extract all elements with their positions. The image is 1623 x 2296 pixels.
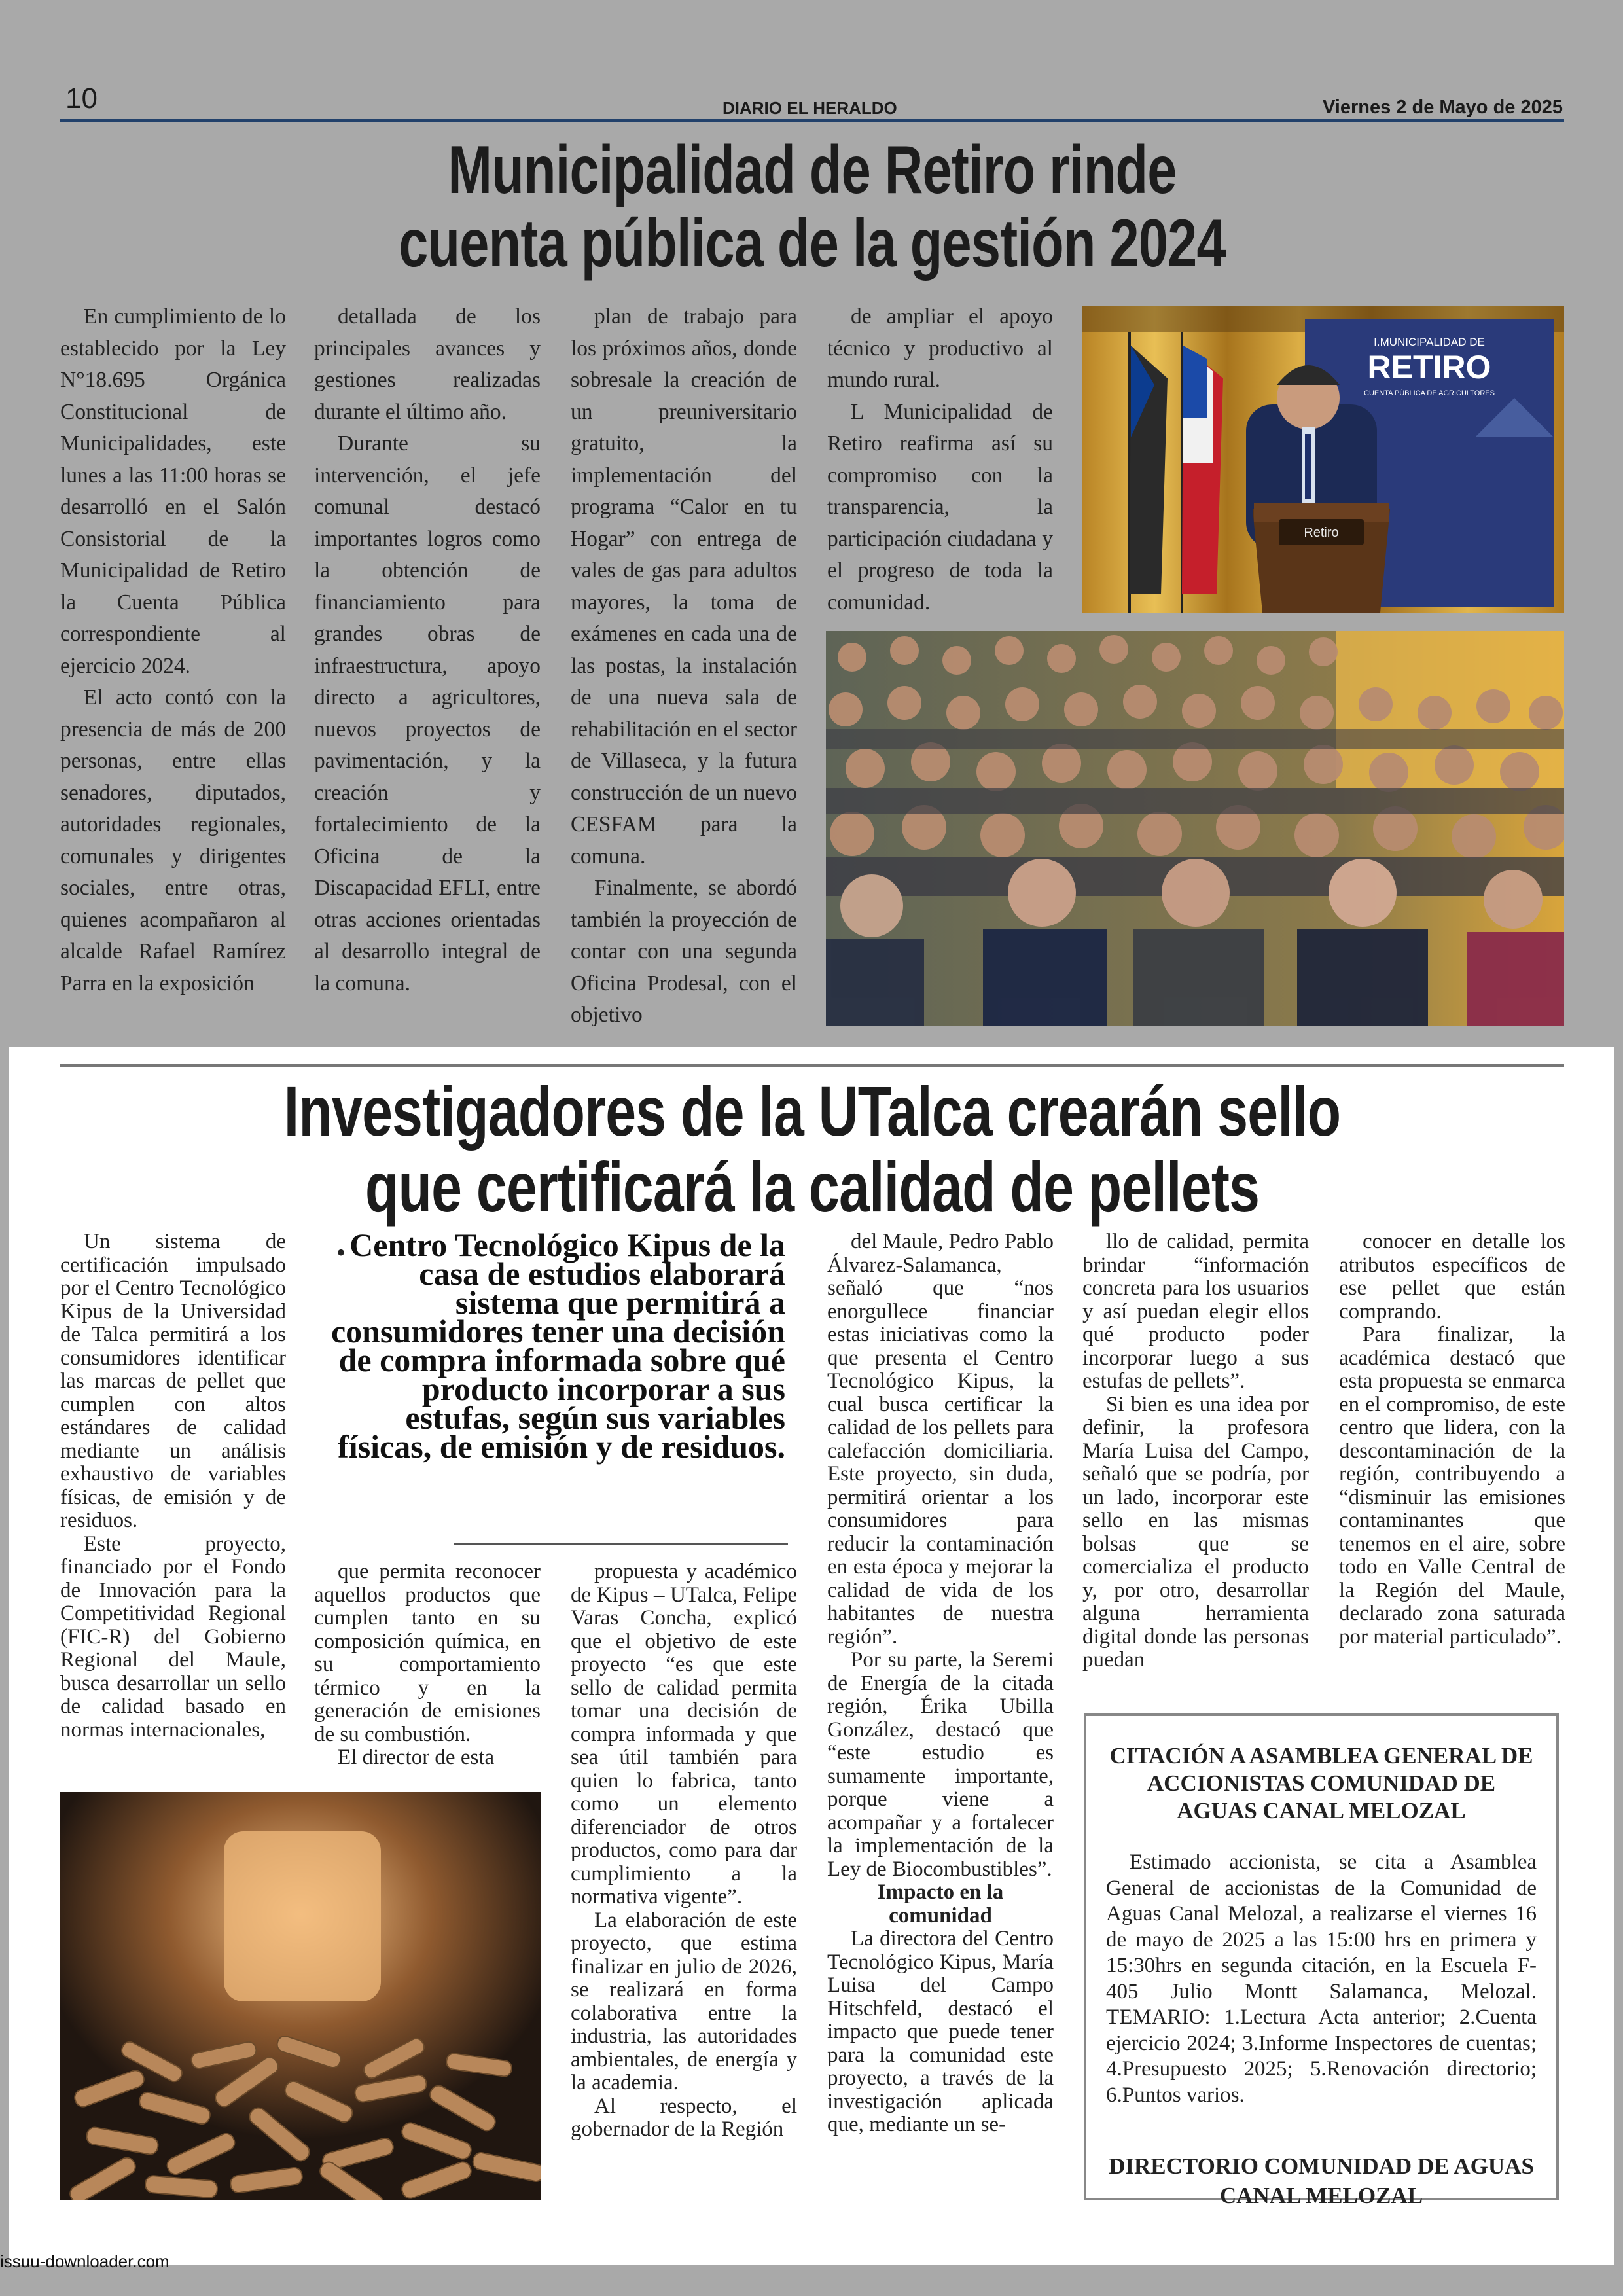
paragraph: Este proyecto, financiado por el Fondo de Innovación para la Competitividad Regional (FIC-R) del Gobierno Regional del Maule, busca desarrollar un sello de calidad basado en normas internacionales, [60, 1532, 286, 1742]
assembly-notice-box [1084, 1713, 1559, 2208]
audience-illustration [826, 631, 1564, 1026]
banner-big-text: RETIRO [1367, 349, 1491, 386]
paragraph: conocer en detalle los atributos específicos de ese pellet que están comprando. [1339, 1230, 1565, 1323]
notice-title: CITACIÓN A ASAMBLEA GENERAL DE ACCIONISTAS COMUNIDAD DE AGUAS CANAL MELOZAL [1109, 1743, 1533, 1823]
paragraph: El acto contó con la presencia de más de 200 personas, entre ellas senadores, diputados, autoridades regionales, comunales y dirigentes sociales, entre otras, quienes acompañaron al alcalde Rafael Ramírez Parra en la exposición [60, 685, 286, 996]
article1-column-3 [571, 301, 797, 1028]
article1-headline-line1: Municipalidad de Retiro rinde [448, 132, 1177, 208]
paragraph: Por su parte, la Seremi de Energía de la citada región, Érika Ubilla González, destacó que “este estudio es sumamente importante, porque viene a acompañar y a fortalecer la implementación de la Ley de Biocombustibles”. [827, 1648, 1054, 1881]
pellets-illustration [60, 1792, 541, 2200]
paragraph: llo de calidad, permita brindar “información concreta para los usuarios y así puedan elegir ellos qué producto poder incorporar luego a sus estufas de pellets”. [1082, 1230, 1309, 1393]
mayor-speech-photo [1082, 306, 1564, 613]
left-margin-band [0, 1047, 9, 2265]
paragraph: plan de trabajo para los próximos años, donde sobresale la creación de un preuniversitario gratuito, la implementación del programa “Calor en tu Hogar” con entrega de vales de gas para adultos mayores, la toma de exámenes en cada una de las postas, la instalación de una nueva sala de rehabilitación en el sector de Villaseca, y la futura construcción de un nuevo CESFAM para la comuna. [571, 304, 797, 869]
article2-headline-line1: Investigadores de la UTalca crearán sello [283, 1071, 1341, 1151]
paragraph: La directora del Centro Tecnológico Kipus, María Luisa del Campo Hitschfeld, destacó el impacto que puede tener para la comunidad este proyecto, a través de la investigación aplicada que, mediante un se- [827, 1927, 1054, 2136]
paragraph: Para finalizar, la académica destacó que esta propuesta se enmarca en el compromiso, de este centro que lidera, con la descontaminación de la región, contribuyendo a “disminuir las emisiones contaminantes que tenemos en el aire, sobre todo en Valle Central de la Región del Maule, declarado zona saturada por material particulado”. [1339, 1323, 1565, 1649]
issue-date: Viernes 2 de Mayo de 2025 [1322, 97, 1563, 118]
banner-sub-text: CUENTA PÚBLICA DE AGRICULTORES [1364, 389, 1495, 397]
right-margin-band [1614, 1047, 1623, 2265]
podium-label: Retiro [1304, 526, 1339, 540]
article2-column-5 [1082, 1230, 1309, 1689]
article2-headline [226, 1073, 1399, 1225]
bullet-icon: • [336, 1238, 346, 1267]
paragraph: El director de esta [338, 1746, 495, 1769]
article2-column-4 [827, 1230, 1054, 2200]
bottom-margin-band [0, 2265, 1623, 2296]
article1-column-1 [60, 301, 286, 1028]
paragraph: Un sistema de certificación impulsado por el Centro Tecnológico Kipus de la Universidad de Talca permitirá a los consumidores identificar las marcas de pellet que cumplen con altos estándares de calidad mediante un análisis exhaustivo de variables físicas, de emisión y de residuos. [60, 1230, 286, 1532]
article1-column-4 [827, 301, 1053, 622]
article1-column-2 [314, 301, 541, 1028]
paragraph: L Municipalidad de Retiro reafirma así su compromiso con la transparencia, la participación ciudadana y el progreso de toda la comunidad. [827, 399, 1053, 615]
paragraph: Durante su intervención, el jefe comunal destacó importantes logros como la obtención de financiamiento para grandes obras de infraestructura, apoyo directo a agricultores, nuevos proyectos de pavimentación, y la creación y fortalecimiento de la Oficina de la Discapacidad EFLI, entre otras acciones orientadas al desarrollo integral de la comuna. [314, 431, 541, 996]
article1-headline [226, 134, 1399, 280]
section-divider [60, 1064, 1564, 1067]
article2-column-6 [1339, 1230, 1565, 1689]
article2-subhead: Impacto en la comunidad [877, 1880, 1004, 1928]
paragraph: En cumplimiento de lo establecido por la Ley N°18.695 Orgánica Constitucional de Municipalidades, este lunes a las 11:00 horas se desarrolló en el Salón Consistorial de la Municipalidad de Retiro la Cuenta Pública correspondiente al ejercicio 2024. [60, 304, 286, 678]
article2-column-2 [314, 1560, 541, 1776]
article2-column-1 [60, 1230, 286, 1775]
notice-signature: DIRECTORIO COMUNIDAD DE AGUAS CANAL MELOZAL [1109, 2153, 1534, 2208]
newspaper-name: DIARIO EL HERALDO [722, 98, 897, 118]
paragraph: La elaboración de este proyecto, que estima finalizar en julio de 2026, se realizará en forma colaborativa entre la industria, las autoridades ambientales, de energía y la academia. [571, 1908, 797, 2094]
paragraph: que permita reconocer aquellos productos que cumplen tanto en su composición química, en su comportamiento térmico y en la generación de emisiones de su combustión. [314, 1560, 541, 1746]
paragraph: Finalmente, se abordó también la proyección de contar con una segunda Oficina Prodesal, con el objetivo [571, 876, 797, 1027]
paragraph: Si bien es una idea por definir, la profesora María Luisa del Campo, señaló que se podría, por un lado, incorporar este sello en las mismas bolsas que se comercializa el producto y, por otro, desarrollar alguna herramienta digital donde las personas puedan [1082, 1392, 1309, 1672]
page-number: 10 [65, 82, 98, 115]
paragraph: detallada de los principales avances y gestiones realizadas durante el último año. [314, 304, 541, 424]
footer-credit: issuu-downloader.com [0, 2251, 169, 2271]
banner-top-text: I.MUNICIPALIDAD DE [1374, 336, 1485, 348]
paragraph: Al respecto, el gobernador de la Región [571, 2094, 797, 2141]
mayor-speech-illustration [1082, 306, 1564, 613]
article1-headline-line2: cuenta pública de la gestión 2024 [399, 206, 1226, 281]
paragraph: propuesta y académico de Kipus – UTalca, Felipe Varas Concha, explicó que el objetivo de este proyecto “es que este sello de calidad permita tomar una decisión de compra informada y que sea útil también para quien lo fabrica, tanto como un elemento diferenciador de otros productos, como para dar cumplimiento a la normativa vigente”. [571, 1560, 797, 1909]
highlight-rule [454, 1543, 788, 1545]
paragraph: de ampliar el apoyo técnico y productivo al mundo rural. [827, 304, 1053, 392]
article2-headline-line2: que certificará la calidad de pellets [365, 1147, 1260, 1227]
audience-photo [826, 631, 1564, 1026]
article2-column-3 [571, 1560, 797, 2200]
paragraph: del Maule, Pedro Pablo Álvarez-Salamanca, señaló que “nos enorgullece financiar estas iniciativas como la que presenta el Centro Tecnológico Kipus, la cual busca certificar la calidad de los pellets para calefacción domiciliaria. Este proyecto, sin duda, permitirá orientar a los consumidores para reducir la contaminación en esta época y mejorar la calidad de vida de los habitantes de nuestra región”. [827, 1230, 1054, 1649]
header-rule [60, 119, 1564, 122]
notice-body: Estimado accionista, se cita a Asamblea General de accionistas de la Comunidad de Aguas Canal Melozal, a realizarse el viernes 16 de mayo de 2025 a las 15:00 hrs en primera y 15:30hrs en segunda citación, en la Escuela F-405 Julio Montt Salamanca, Melozal. TEMARIO: 1.Lectura Acta anterior; 2.Cuenta ejercicio 2024; 3.Informe Inspectores de cuentas; 4.Presupuesto 2025; 5.Renovación directorio; 6.Puntos varios. [1106, 1850, 1537, 2107]
pellets-photo [60, 1792, 541, 2200]
article2-highlight: Centro Tecnológico Kipus de la casa de estudios elaborará sistema que permitirá a consumidores tener una decisión de compra informada sobre qué producto incorporar a sus estufas, según sus variables físicas, de emisión y de residuos. [330, 1227, 785, 1465]
